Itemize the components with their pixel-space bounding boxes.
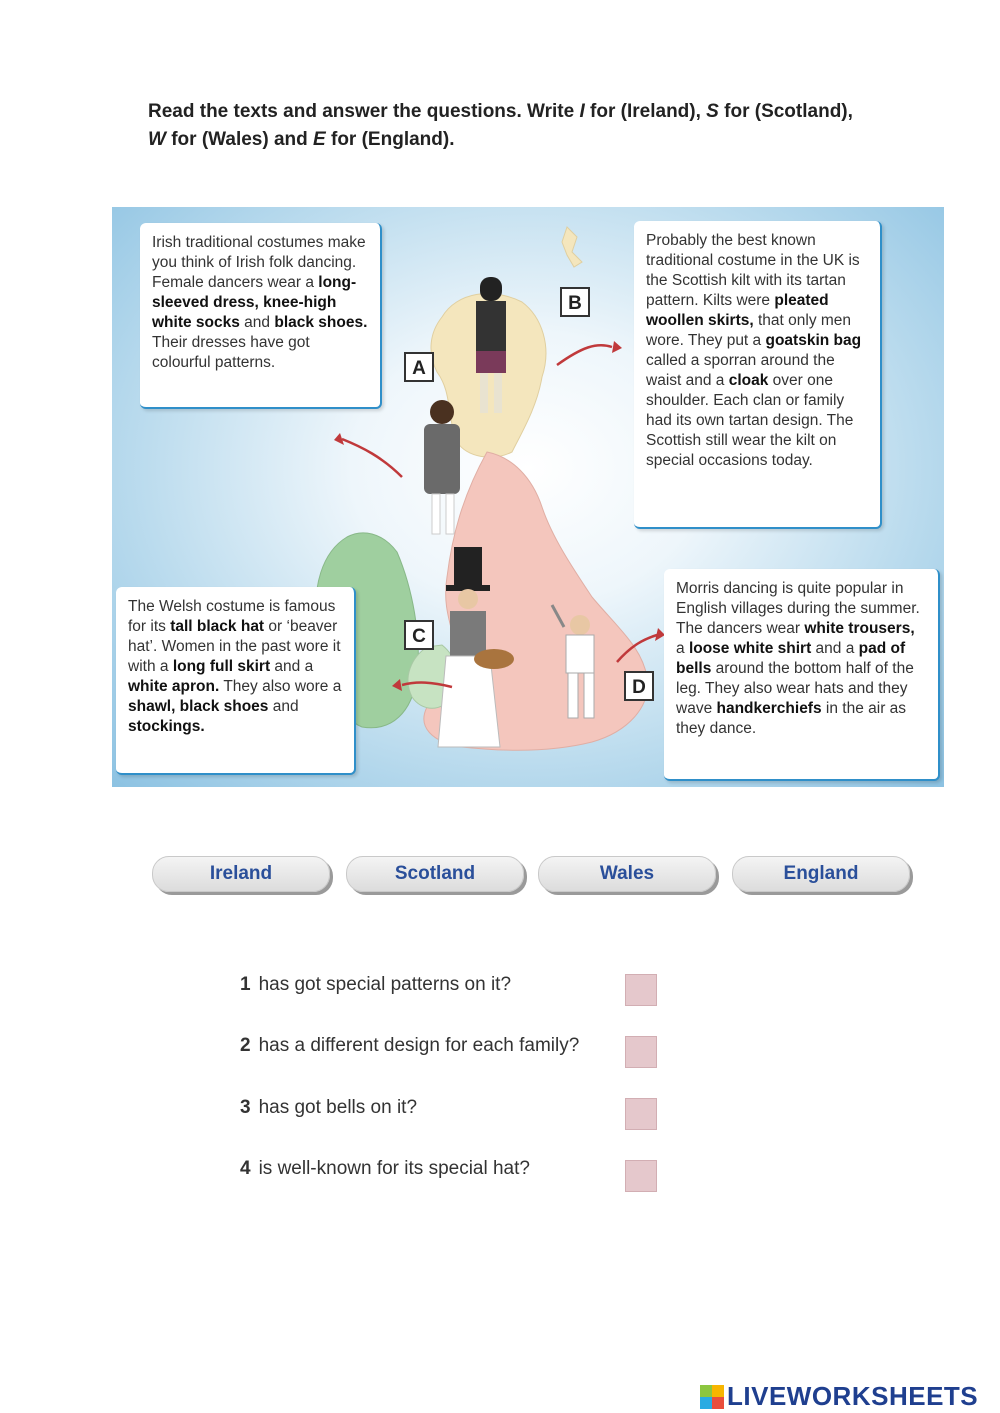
box-bold-text: white apron. bbox=[128, 678, 220, 695]
question-text: is well-known for its special hat? bbox=[258, 1158, 530, 1179]
box-text: that only men wore. They put a bbox=[646, 312, 852, 349]
box-bold-text: loose white shirt bbox=[688, 640, 812, 657]
box-bold-text: black shoes. bbox=[274, 314, 368, 331]
question-4 bbox=[240, 1158, 530, 1180]
letter-b: B bbox=[560, 287, 590, 317]
chip-scotland[interactable]: Scotland bbox=[346, 856, 524, 892]
answer-box-2[interactable] bbox=[625, 1036, 657, 1068]
box-bold-text: long-sleeved dress, knee-high white socks bbox=[152, 274, 357, 331]
instructions-text: for (England). bbox=[325, 129, 455, 150]
liveworksheets-logo bbox=[700, 1381, 978, 1412]
box-text: and bbox=[268, 698, 299, 715]
answer-box-3[interactable] bbox=[625, 1098, 657, 1130]
instructions bbox=[148, 98, 938, 154]
question-text: has got special patterns on it? bbox=[258, 974, 512, 995]
letter-c: C bbox=[404, 620, 434, 650]
question-number: 2 bbox=[240, 1035, 251, 1056]
box-bold-text: white trousers, bbox=[804, 620, 915, 637]
question-text: has got bells on it? bbox=[258, 1097, 418, 1118]
box-bold-text: tall black hat bbox=[170, 618, 265, 635]
box-text: called a sporran around the waist and a bbox=[646, 352, 835, 389]
box-bold-text: shawl, black shoes bbox=[128, 698, 269, 715]
box-bold-text: long full skirt bbox=[172, 658, 271, 675]
chip-wales[interactable]: Wales bbox=[538, 856, 716, 892]
text-box-england bbox=[664, 569, 940, 781]
box-text: Probably the best known traditional costume in the UK is the Scottish kilt with its tartan pattern. Kilts were bbox=[646, 232, 860, 309]
question-1 bbox=[240, 974, 511, 996]
box-text: and a bbox=[270, 658, 314, 675]
box-text: a bbox=[676, 640, 689, 657]
question-number: 4 bbox=[240, 1158, 251, 1179]
liveworksheets-logo-icon bbox=[700, 1385, 724, 1409]
box-text: in the air as they dance. bbox=[676, 700, 907, 737]
code-england: E bbox=[313, 129, 326, 150]
text-box-wales bbox=[116, 587, 356, 775]
uk-map-illustration bbox=[112, 207, 944, 787]
box-bold-text: goatskin bag bbox=[765, 332, 862, 349]
text-box-ireland bbox=[140, 223, 382, 409]
code-wales: W bbox=[148, 129, 166, 150]
arrow-b bbox=[557, 345, 612, 365]
chip-ireland[interactable]: Ireland bbox=[152, 856, 330, 892]
question-3 bbox=[240, 1097, 417, 1119]
answer-box-4[interactable] bbox=[625, 1160, 657, 1192]
letter-d: D bbox=[624, 671, 654, 701]
answer-box-1[interactable] bbox=[625, 974, 657, 1006]
box-text: Their dresses have got colourful patterns. bbox=[152, 334, 310, 371]
box-bold-text: cloak bbox=[728, 372, 769, 389]
box-text: or ‘beaver hat’. Women in the past wore it with a bbox=[128, 618, 341, 675]
box-text: Morris dancing is quite popular in English villages during the summer. The dancers wear bbox=[676, 580, 920, 637]
chip-england[interactable]: England bbox=[732, 856, 910, 892]
brand-name: LIVEWORKSHEETS bbox=[727, 1381, 979, 1411]
box-bold-text: pad of bells bbox=[676, 640, 906, 677]
box-text: around the bottom half of the leg. They also wear hats and they wave bbox=[676, 660, 914, 717]
question-text: has a different design for each family? bbox=[258, 1035, 580, 1056]
box-text: The Welsh costume is famous for its bbox=[128, 598, 336, 635]
question-number: 3 bbox=[240, 1097, 251, 1118]
arrow-a bbox=[342, 439, 402, 477]
question-number: 1 bbox=[240, 974, 251, 995]
box-text: over one shoulder. Each clan or family had its own tartan design. The Scottish still wear the kilt on special occasions today. bbox=[646, 372, 854, 469]
box-bold-text: stockings. bbox=[128, 718, 205, 735]
text-box-scotland bbox=[634, 221, 882, 529]
code-scotland: S bbox=[706, 101, 719, 122]
shetland-shape bbox=[562, 227, 582, 267]
instructions-text: for (Ireland), bbox=[584, 101, 707, 122]
instructions-text: for (Wales) and bbox=[165, 129, 314, 150]
box-text: Irish traditional costumes make you think of Irish folk dancing. Female dancers wear a bbox=[152, 234, 366, 291]
box-text: and bbox=[239, 314, 275, 331]
instructions-text: Read the texts and answer the questions. Write bbox=[148, 101, 580, 122]
letter-a: A bbox=[404, 352, 434, 382]
code-ireland: I bbox=[579, 101, 585, 122]
box-bold-text: pleated woollen skirts, bbox=[646, 292, 829, 329]
box-text: They also wore a bbox=[219, 678, 342, 695]
box-text: and a bbox=[811, 640, 859, 657]
question-2 bbox=[240, 1035, 579, 1057]
instructions-text: for (Scotland), bbox=[718, 101, 853, 122]
box-bold-text: handkerchiefs bbox=[716, 700, 822, 717]
